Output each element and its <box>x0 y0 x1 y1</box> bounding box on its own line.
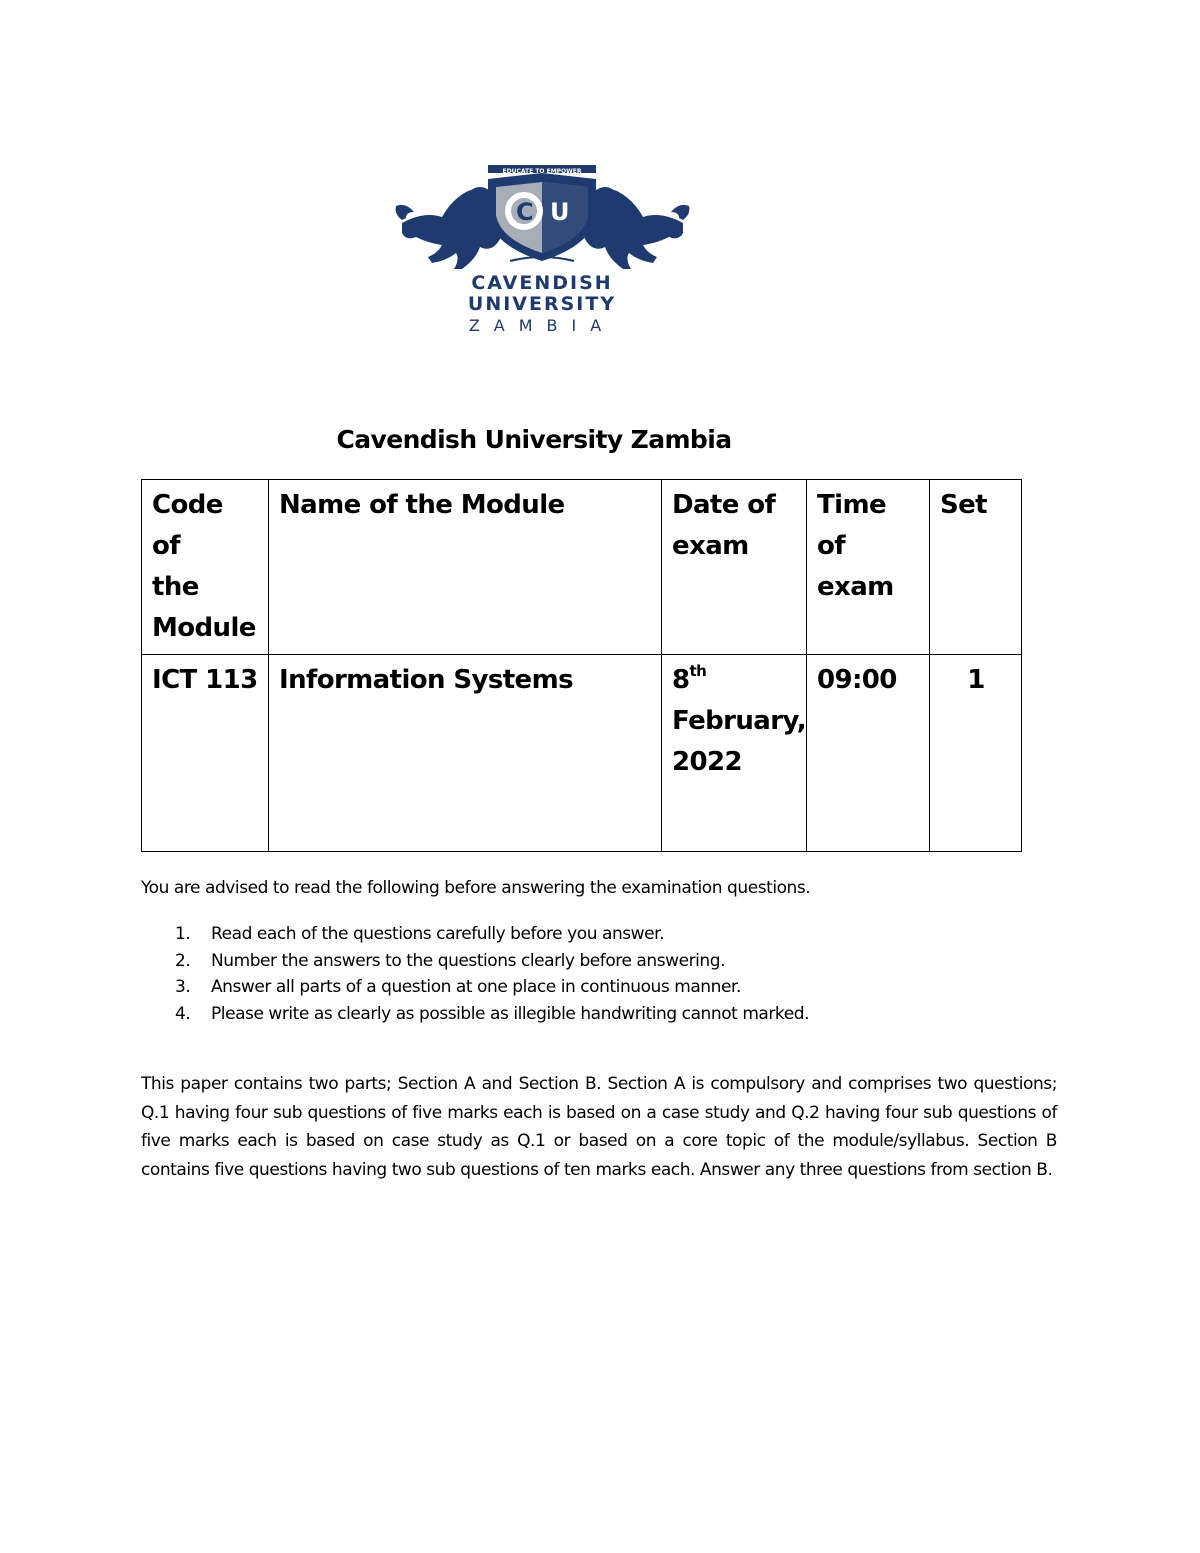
list-item: 4. Please write as clearly as possible as illegible handwriting cannot marked. <box>175 1003 810 1024</box>
list-item: 3. Answer all parts of a question at one place in continuous manner. <box>175 977 741 997</box>
page-title: Cavendish University Zambia <box>336 425 732 454</box>
cell-exam-date: 8th February, 2022 <box>662 655 807 852</box>
exam-details-table <box>141 479 1022 852</box>
logo-line-cavendish: CAVENDISH <box>471 272 613 294</box>
cell-exam-time: 09:00 <box>807 655 930 852</box>
list-item: 2. Number the answers to the questions clearly before answering. <box>175 950 726 971</box>
logo-line-university: UNIVERSITY <box>467 293 617 315</box>
paper-structure-paragraph: This paper contains two parts; Section A and Section B. Section A is compulsory and comprises two questions; Q.1 having four sub questions of five marks each is based on a case study and Q.2 having four sub questions of five marks each is based on case study as Q.1 or based on a core topic of the module/syllabus. Section B contains five questions having two sub questions of ten marks each. Answer any three questions from section B. <box>141 1074 1057 1180</box>
svg-text:U: U <box>550 198 570 226</box>
table-header-row <box>142 480 1022 655</box>
left-lion-emblem <box>396 187 502 269</box>
list-item: 1. Read each of the questions carefully before you answer. <box>175 924 665 944</box>
university-logo <box>390 165 695 335</box>
cell-module-name: Information Systems <box>269 655 662 852</box>
cell-set: 1 <box>930 655 1022 852</box>
instructions-list <box>141 922 809 1028</box>
table-row <box>142 655 1022 852</box>
advice-text: You are advised to read the following before answering the examination questions. <box>141 878 811 898</box>
shield-emblem <box>488 168 596 261</box>
logo-line-zambia: ZAMBIA <box>468 316 616 335</box>
header-code-of-module: Code of the Module <box>142 480 269 655</box>
header-set: Set <box>930 480 1022 655</box>
svg-text:C: C <box>516 198 534 226</box>
right-lion-emblem <box>584 187 690 269</box>
header-date-of-exam: Date of exam <box>662 480 807 655</box>
header-name-of-module: Name of the Module <box>269 480 662 655</box>
logo-motto: EDUCATE TO EMPOWER <box>502 168 582 175</box>
cell-module-code: ICT 113 <box>142 655 269 852</box>
header-time-of-exam: Time of exam <box>807 480 930 655</box>
